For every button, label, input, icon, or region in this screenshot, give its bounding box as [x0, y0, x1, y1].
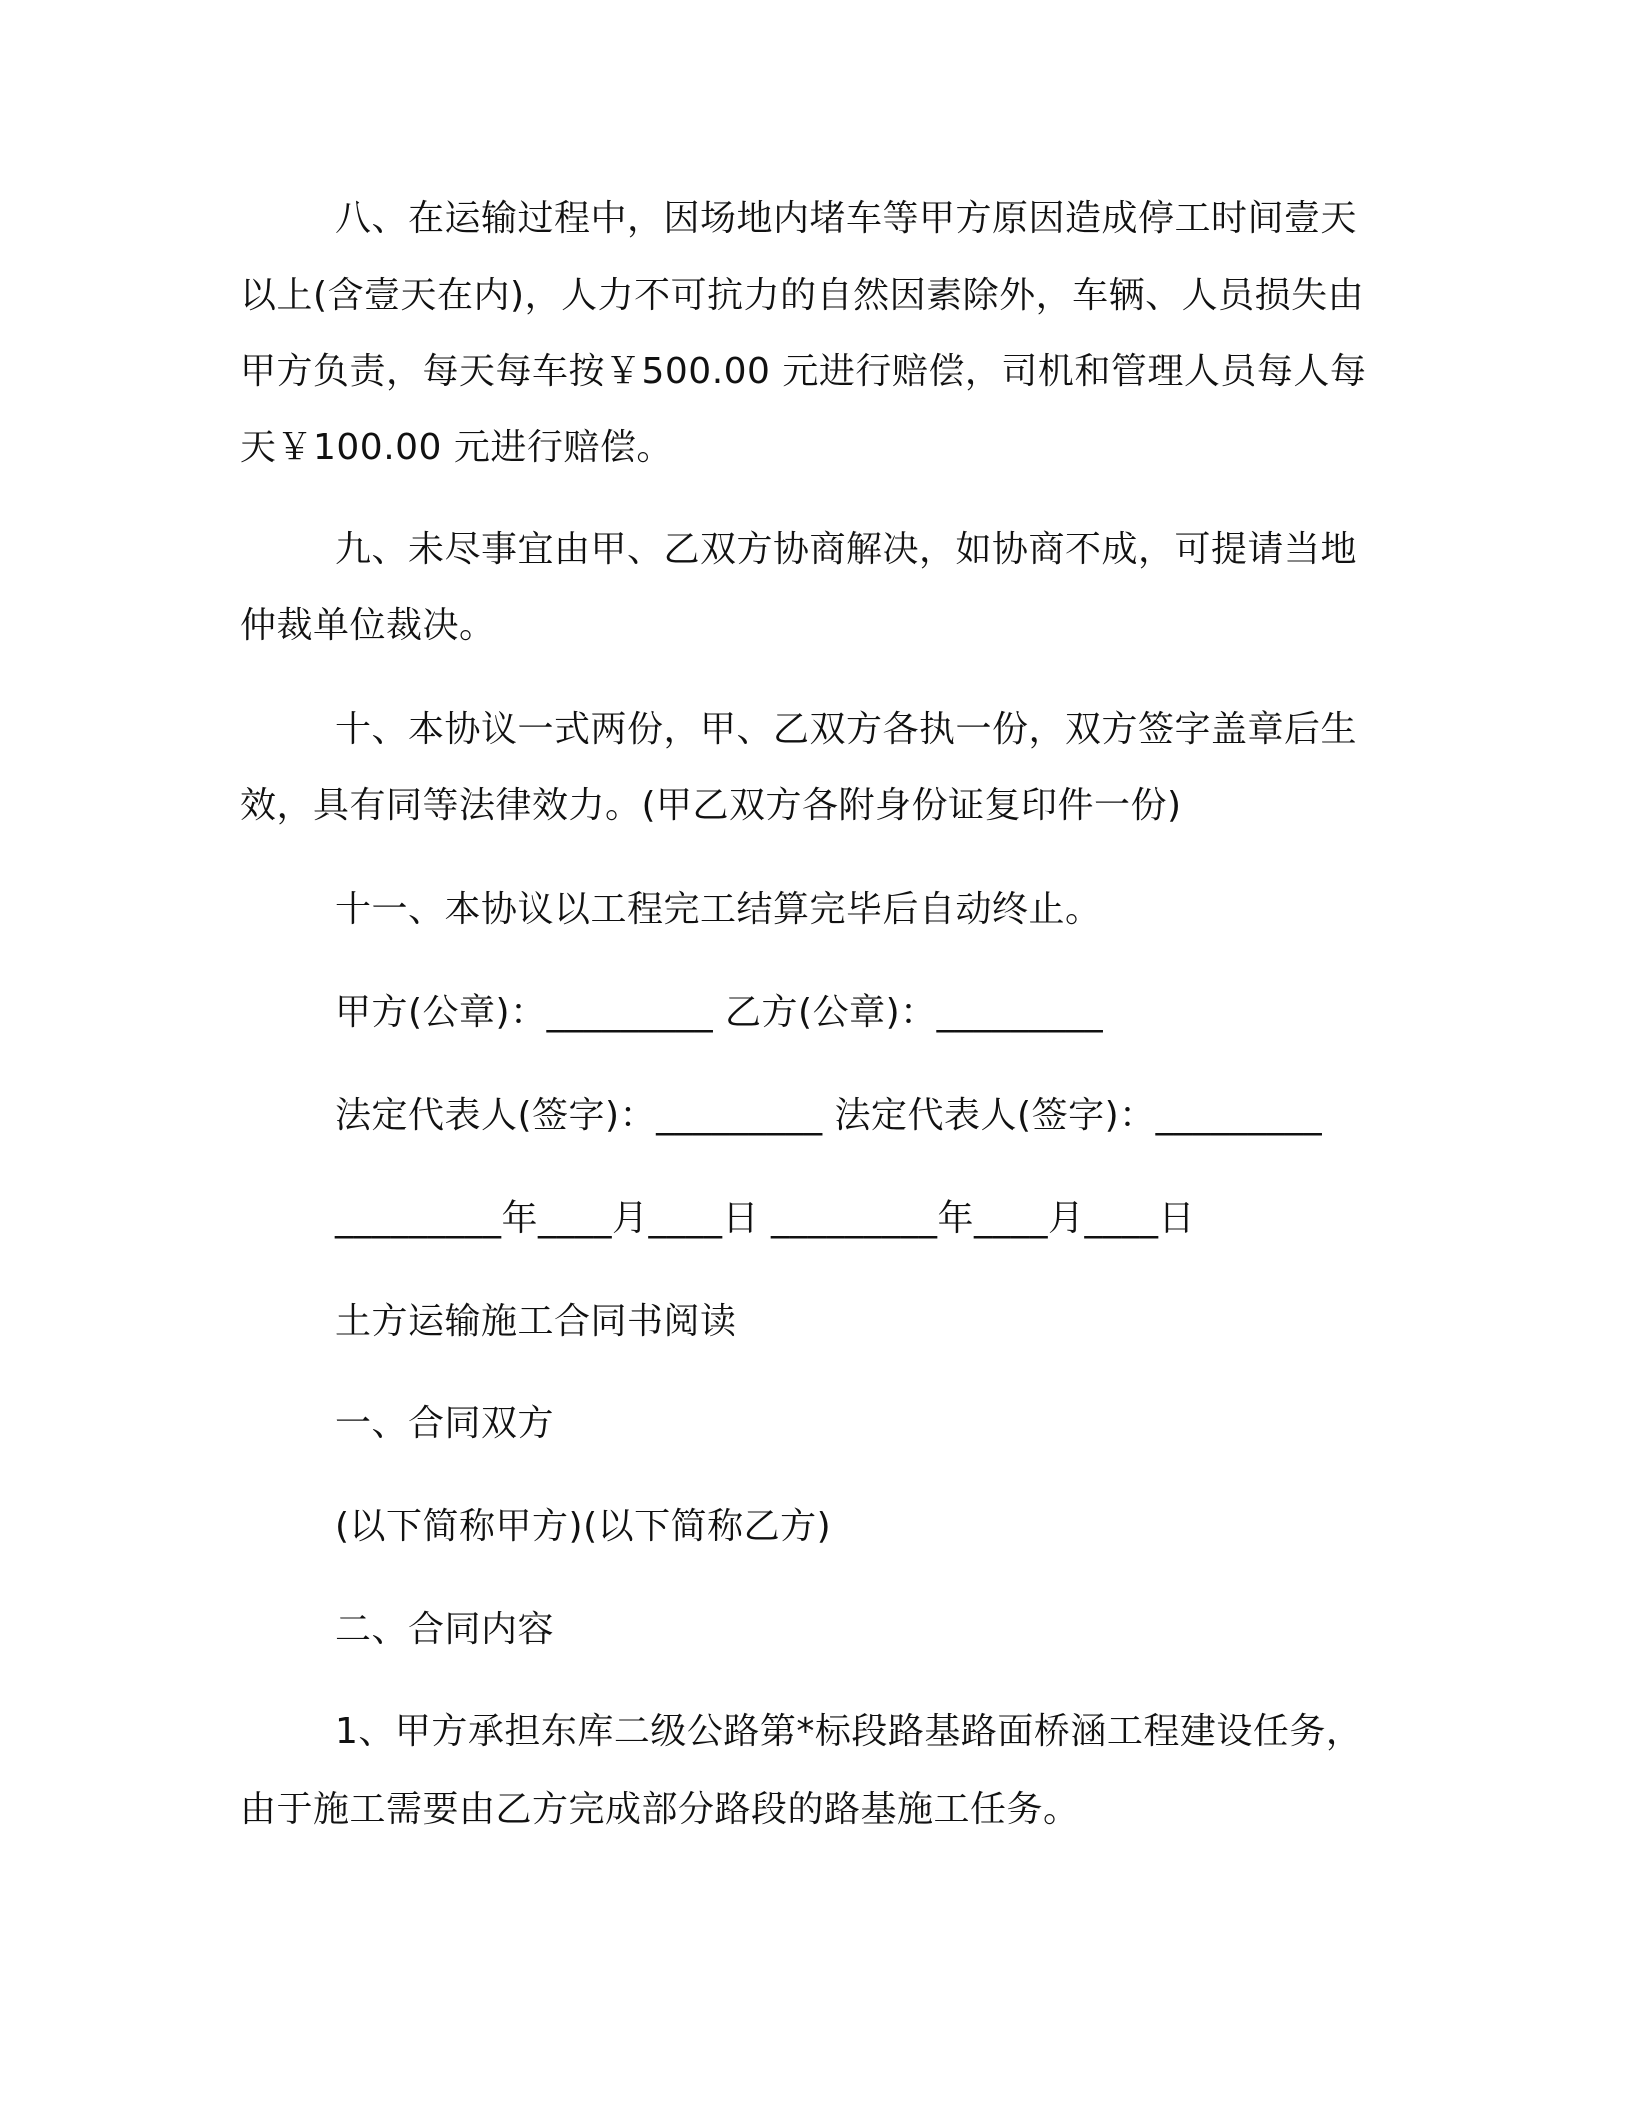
date-line: _________年____月____日 _________年____月____日 [335, 1198, 1195, 1239]
parties-text: (以下简称甲方)(以下简称乙方) [335, 1506, 832, 1547]
clause-10-line-1: 十、本协议一式两份，甲、乙双方各执一份，双方签字盖章后生 [335, 709, 1358, 750]
clause-11: 十一、本协议以工程完工结算完毕后自动终止。 [335, 889, 1102, 930]
signature-line: 法定代表人(签字)：_________ 法定代表人(签字)：_________ [335, 1095, 1323, 1136]
clause-8-line-2: 以上(含壹天在内)，人力不可抗力的自然因素除外，车辆、人员损失由 [240, 275, 1365, 316]
clause-8-line-4: 天￥100.00 元进行赔偿。 [240, 427, 673, 468]
content-item-1-line-1: 1、甲方承担东库二级公路第*标段路基路面桥涵工程建设任务， [335, 1711, 1363, 1752]
clause-8-line-3: 甲方负责，每天每车按￥500.00 元进行赔偿，司机和管理人员每人每 [240, 351, 1367, 392]
seal-line: 甲方(公章)：_________ 乙方(公章)：_________ [335, 992, 1104, 1033]
section-title: 土方运输施工合同书阅读 [335, 1301, 737, 1342]
clause-9-line-2: 仲裁单位裁决。 [240, 605, 496, 646]
clause-8-line-1: 八、在运输过程中，因场地内堵车等甲方原因造成停工时间壹天 [335, 198, 1358, 239]
heading-parties: 一、合同双方 [335, 1403, 555, 1444]
clause-10-line-2: 效，具有同等法律效力。(甲乙双方各附身份证复印件一份) [240, 785, 1182, 826]
heading-content: 二、合同内容 [335, 1609, 555, 1650]
content-item-1-line-2: 由于施工需要由乙方完成部分路段的路基施工任务。 [240, 1789, 1080, 1830]
clause-9-line-1: 九、未尽事宜由甲、乙双方协商解决，如协商不成，可提请当地 [335, 529, 1358, 570]
